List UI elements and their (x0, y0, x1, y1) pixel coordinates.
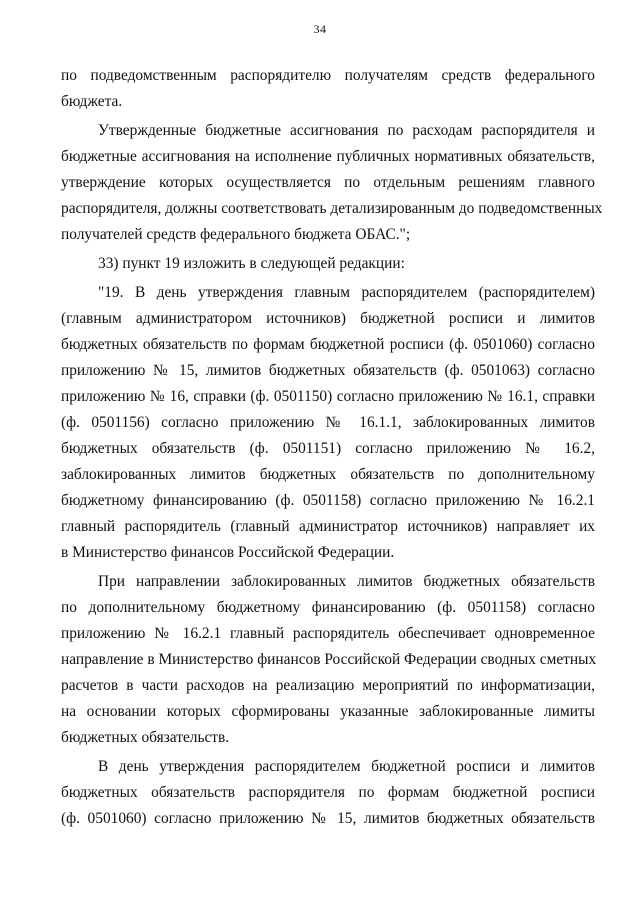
text-line: приложению № 16, справки (ф. 0501150) согласно приложению № 16.1, справки (61, 388, 595, 405)
text-line: направление в Министерство финансов Российской Федерации сводных сметных (61, 651, 597, 668)
text-line: главный распорядитель (главный администратор источников) направляет их (61, 518, 595, 535)
text-line: (ф. 0501156) согласно приложению № 16.1.1, заблокированных лимитов (61, 414, 595, 431)
paragraph (61, 280, 595, 566)
text-line: бюджетных обязательств по формам бюджетной росписи (ф. 0501060) согласно (61, 336, 595, 353)
page-number: 34 (313, 22, 327, 36)
text-line: по подведомственным распорядителю получателям средств федерального (61, 67, 595, 84)
paragraph (61, 569, 595, 751)
text-line: распорядителя, должны соответствовать детализированным до подведомственных (61, 200, 603, 217)
text-line: бюджета. (61, 93, 123, 110)
text-line: В день утверждения распорядителем бюджетной росписи и лимитов (98, 758, 595, 775)
text-line: утверждение которых осуществляется по отдельным решениям главного (61, 174, 595, 191)
text-line: (ф. 0501060) согласно приложению № 15, лимитов бюджетных обязательств (61, 810, 595, 827)
text-line: в Министерство финансов Российской Федерации. (61, 544, 395, 561)
text-line: бюджетных обязательств распорядителя по формам бюджетной росписи (61, 784, 595, 801)
text-line: Утвержденные бюджетные ассигнования по расходам распорядителя и (98, 122, 595, 139)
text-line: приложению № 16.2.1 главный распорядитель обеспечивает одновременное (61, 625, 595, 642)
text-line: бюджетных обязательств. (61, 729, 230, 746)
text-line: (главным администратором источников) бюджетной росписи и лимитов (61, 310, 595, 327)
text-line: расчетов в части расходов на реализацию мероприятий по информатизации, (61, 677, 595, 694)
document-body (61, 63, 603, 832)
paragraph (61, 754, 595, 832)
paragraph (61, 63, 595, 115)
text-line: бюджетные ассигнования на исполнение публичных нормативных обязательств, (61, 148, 595, 165)
text-line: заблокированных лимитов бюджетных обязательств по дополнительному (61, 466, 595, 483)
paragraph (61, 118, 603, 248)
text-line: по дополнительному бюджетному финансированию (ф. 0501158) согласно (61, 599, 595, 616)
text-line: бюджетному финансированию (ф. 0501158) согласно приложению № 16.2.1 (61, 492, 595, 509)
text-line: При направлении заблокированных лимитов бюджетных обязательств (98, 573, 595, 590)
text-line: на основании которых сформированы указанные заблокированные лимиты (61, 703, 595, 720)
text-line: приложению № 15, лимитов бюджетных обязательств (ф. 0501063) согласно (61, 362, 595, 379)
text-line: "19. В день утверждения главным распорядителем (распорядителем) (98, 284, 595, 301)
text-line: получателей средств федерального бюджета ОБАС."; (61, 226, 411, 243)
text-line: бюджетных обязательств (ф. 0501151) согласно приложению № 16.2, (61, 440, 595, 457)
paragraph (61, 251, 595, 277)
text-line: 33) пункт 19 изложить в следующей редакции: (98, 255, 405, 272)
